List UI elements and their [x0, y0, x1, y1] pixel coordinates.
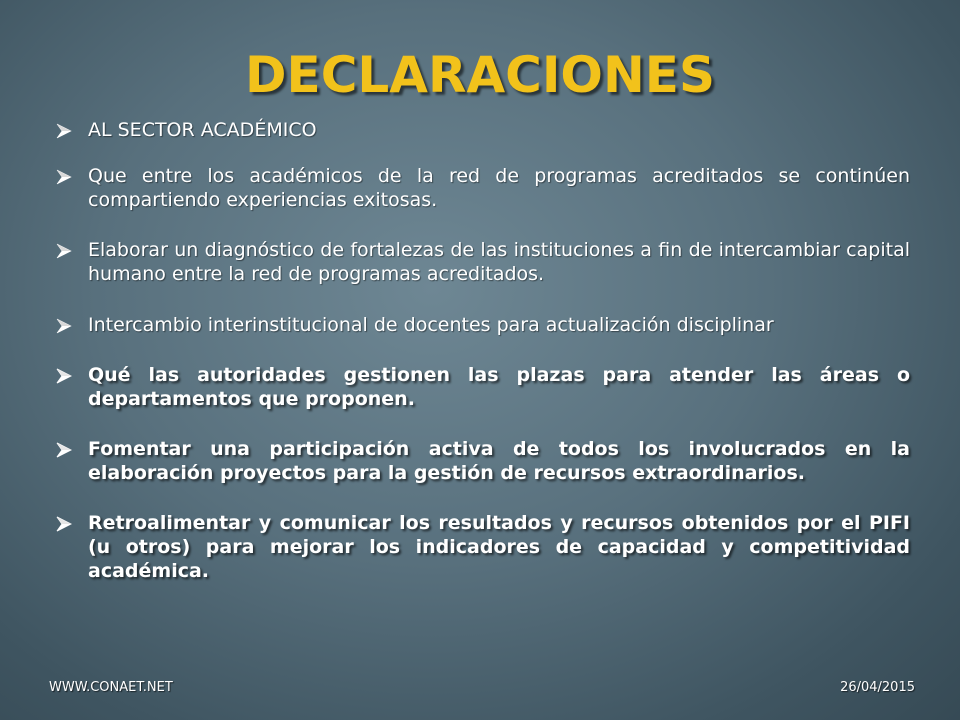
list-item-text: Fomentar una participación activa de todos los involucrados en la elaboración proyectos para la gestión de recursos extraordinarios. [88, 438, 910, 484]
arrowhead-bullet-icon [56, 169, 72, 185]
arrowhead-bullet-icon [56, 318, 72, 334]
footer-website: WWW.CONAET.NET [49, 680, 173, 695]
list-item-text: Qué las autoridades gestionen las plazas para atender las áreas o departamentos que proponen. [88, 364, 910, 410]
list-item-text: Elaborar un diagnóstico de fortalezas de las instituciones a fin de intercambiar capital humano entre la red de programas acreditados. [88, 239, 910, 285]
list-item [46, 164, 910, 212]
list-item [46, 363, 910, 411]
arrowhead-bullet-icon [56, 123, 72, 139]
footer-date: 26/04/2015 [840, 680, 915, 695]
list-item-text: Intercambio interinstitucional de docentes para actualización disciplinar [88, 314, 774, 336]
list-item-text: Que entre los académicos de la red de programas acreditados se continúen compartiendo experiencias exitosas. [88, 165, 910, 211]
arrowhead-bullet-icon [56, 243, 72, 259]
slide-title: DECLARACIONES [245, 46, 715, 104]
arrowhead-bullet-icon [56, 442, 72, 458]
arrowhead-bullet-icon [56, 368, 72, 384]
list-item-text: AL SECTOR ACADÉMICO [88, 119, 317, 141]
list-item [46, 511, 910, 583]
list-item [46, 313, 910, 337]
list-item [46, 437, 910, 485]
declarations-list [46, 118, 910, 583]
list-item [46, 118, 910, 142]
list-item-text: Retroalimentar y comunicar los resultados y recursos obtenidos por el PIFI (u otros) para mejorar los indicadores de capacidad y competitividad académica. [88, 512, 910, 582]
arrowhead-bullet-icon [56, 516, 72, 532]
list-item [46, 238, 910, 286]
